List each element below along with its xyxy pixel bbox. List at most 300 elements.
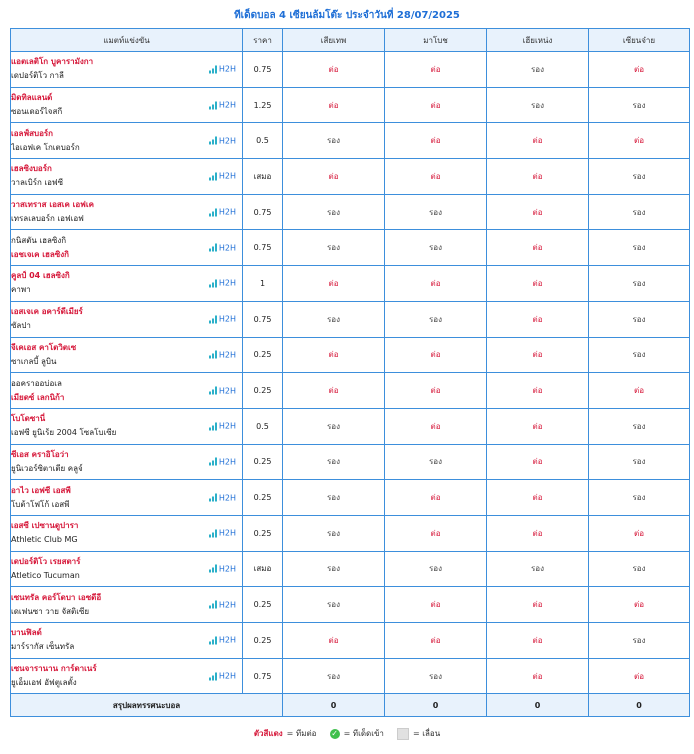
home-team: เอลฟ์สบอร์ก <box>11 128 54 138</box>
match-cell <box>11 658 243 694</box>
tip-pick: ต่อ <box>430 635 441 645</box>
odds-cell: เสมอ <box>243 551 283 587</box>
match-cell <box>11 623 243 659</box>
header-row <box>11 29 690 52</box>
home-team: เซนทรัล คอร์โดบา เอซดีอี <box>11 592 102 602</box>
legend-grey-desc: = เลื่อน <box>413 729 441 738</box>
match-cell <box>11 230 243 266</box>
odds-cell: 0.5 <box>243 123 283 159</box>
tip-cell <box>283 480 385 516</box>
tip-cell <box>283 337 385 373</box>
odds-cell: 0.75 <box>243 52 283 88</box>
tip-pick: ต่อ <box>328 386 339 396</box>
tip-pick: ต่อ <box>532 600 543 610</box>
tip-pick: ต่อ <box>532 671 543 681</box>
match-row <box>11 480 690 516</box>
tip-pick: รอง <box>632 350 646 360</box>
tip-cell <box>283 194 385 230</box>
signal-bars-icon <box>209 458 217 466</box>
signal-bars-icon <box>209 672 217 680</box>
h2h-label: H2H <box>218 350 236 360</box>
home-team: บานฟิลด์ <box>11 628 42 638</box>
tips-table <box>10 28 690 717</box>
tip-cell <box>283 266 385 302</box>
match-row <box>11 123 690 159</box>
header-odds: ราคา <box>243 29 283 52</box>
tip-pick: รอง <box>530 564 544 574</box>
h2h-link[interactable] <box>209 315 236 324</box>
tip-pick: ต่อ <box>532 207 543 217</box>
home-team: เอสซี เปซานดูปารา <box>11 521 79 531</box>
home-team: ซีเอส คราอิโอว่า <box>11 449 69 459</box>
tip-cell <box>487 266 589 302</box>
signal-bars-icon <box>209 65 217 73</box>
tip-cell <box>487 480 589 516</box>
tip-pick: รอง <box>428 564 442 574</box>
away-team: ยูนิเวอร์ซิตาเตีย คลูจ์ <box>11 463 83 473</box>
h2h-label: H2H <box>218 457 236 467</box>
match-row <box>11 444 690 480</box>
tip-pick: ต่อ <box>532 278 543 288</box>
match-cell <box>11 551 243 587</box>
match-cell <box>11 266 243 302</box>
tip-cell <box>283 52 385 88</box>
summary-label: สรุปผลทรรศนะบอล <box>11 694 283 717</box>
match-cell <box>11 480 243 516</box>
match-cell <box>11 159 243 195</box>
home-team: กนิสตัน เฮลซิงกิ <box>11 235 67 245</box>
tip-pick: รอง <box>326 207 340 217</box>
tip-pick: รอง <box>326 671 340 681</box>
tip-cell <box>589 230 690 266</box>
tip-pick: ต่อ <box>532 386 543 396</box>
tip-cell <box>589 623 690 659</box>
away-team: ซาเกลบี้ ลูบิน <box>11 356 57 366</box>
tip-pick: รอง <box>632 207 646 217</box>
tip-pick: รอง <box>326 314 340 324</box>
tip-pick: รอง <box>428 457 442 467</box>
tip-pick: รอง <box>326 600 340 610</box>
home-team: เอสเจเค อคาร์ดีเมียร์ <box>11 307 83 317</box>
tip-pick: ต่อ <box>328 635 339 645</box>
home-team: ออคราออบ่อเล <box>11 378 62 388</box>
tip-cell <box>487 301 589 337</box>
tip-pick: รอง <box>326 243 340 253</box>
check-icon: ✓ <box>331 728 338 738</box>
match-row <box>11 266 690 302</box>
header-tipster-1: เสียเทพ <box>283 29 385 52</box>
h2h-label: H2H <box>218 64 236 74</box>
away-team: เมียดซ์ เลกนิก้า <box>11 392 65 402</box>
match-cell <box>11 52 243 88</box>
legend-red-text: ตัวสีแดง <box>253 729 283 738</box>
away-team: ซัลปา <box>11 321 31 331</box>
signal-bars-icon <box>209 494 217 502</box>
signal-bars-icon <box>209 208 217 216</box>
away-team: Atletico Tucuman <box>11 570 80 580</box>
tip-cell <box>385 444 487 480</box>
tip-cell <box>487 123 589 159</box>
h2h-label: H2H <box>218 207 236 217</box>
summary-row <box>11 694 690 717</box>
tip-pick: รอง <box>632 564 646 574</box>
odds-cell: 0.25 <box>243 480 283 516</box>
tip-pick: รอง <box>632 171 646 181</box>
odds-cell: 0.25 <box>243 373 283 409</box>
tip-cell <box>385 658 487 694</box>
h2h-link[interactable] <box>209 529 236 538</box>
postponed-swatch-icon <box>397 728 409 740</box>
h2h-link[interactable] <box>209 350 236 359</box>
tip-cell <box>589 444 690 480</box>
home-team: คูลป์ 04 เฮลซิงกิ <box>11 271 70 281</box>
tip-pick: รอง <box>632 278 646 288</box>
summary-value: 0 <box>385 694 487 717</box>
tip-pick: รอง <box>428 243 442 253</box>
tip-pick: ต่อ <box>430 493 441 503</box>
tip-pick: รอง <box>632 635 646 645</box>
tip-pick: ต่อ <box>328 100 339 110</box>
h2h-link[interactable] <box>209 600 236 609</box>
tip-pick: รอง <box>632 493 646 503</box>
home-team: มิดทิลแลนด์ <box>11 93 53 103</box>
away-team: วาลเบิร์ก เอฟซี <box>11 178 64 188</box>
tip-pick: ต่อ <box>532 493 543 503</box>
signal-bars-icon <box>209 279 217 287</box>
h2h-link[interactable] <box>209 243 236 252</box>
match-cell <box>11 373 243 409</box>
signal-bars-icon <box>209 172 217 180</box>
summary-value: 0 <box>487 694 589 717</box>
tip-cell <box>385 194 487 230</box>
signal-bars-icon <box>209 315 217 323</box>
h2h-label: H2H <box>218 100 236 110</box>
signal-bars-icon <box>209 636 217 644</box>
away-team: มาร์รากัส เซ็นทรัล <box>11 642 75 652</box>
tip-cell <box>385 230 487 266</box>
tip-pick: ต่อ <box>328 64 339 74</box>
tip-cell <box>589 337 690 373</box>
tip-pick: ต่อ <box>328 278 339 288</box>
header-tipster-2: มาโบช <box>385 29 487 52</box>
h2h-label: H2H <box>218 314 236 324</box>
header-match: แมตท์แข่งขัน <box>11 29 243 52</box>
tip-pick: ต่อ <box>532 350 543 360</box>
tip-cell <box>283 230 385 266</box>
tip-pick: ต่อ <box>532 314 543 324</box>
odds-cell: 0.75 <box>243 301 283 337</box>
tip-cell <box>589 551 690 587</box>
tip-pick: ต่อ <box>532 635 543 645</box>
tip-cell <box>589 515 690 551</box>
away-team: ยูเอ็มเอฟ อัฟตูเลตั้ง <box>11 678 77 688</box>
tip-cell <box>589 408 690 444</box>
tip-cell <box>487 230 589 266</box>
tip-cell <box>589 301 690 337</box>
h2h-label: H2H <box>218 635 236 645</box>
tip-pick: ต่อ <box>532 457 543 467</box>
tip-cell <box>283 301 385 337</box>
tip-pick: รอง <box>326 528 340 538</box>
tip-pick: รอง <box>326 457 340 467</box>
tip-pick: ต่อ <box>532 136 543 146</box>
away-team: ซอนเดอร์ไจสกี <box>11 107 63 117</box>
h2h-link[interactable] <box>209 208 236 217</box>
tip-pick: ต่อ <box>532 243 543 253</box>
tip-cell <box>385 515 487 551</box>
away-team: เทรลเลบอร์ก เอฟเอฟ <box>11 214 84 224</box>
match-cell <box>11 194 243 230</box>
match-row <box>11 194 690 230</box>
h2h-link[interactable] <box>209 493 236 502</box>
tip-cell <box>487 515 589 551</box>
tip-cell <box>385 587 487 623</box>
away-team: เดปอร์ติโว กาลี <box>11 71 64 81</box>
tip-pick: ต่อ <box>634 136 644 146</box>
tip-pick: รอง <box>326 421 340 431</box>
tip-cell <box>283 587 385 623</box>
tip-cell <box>487 52 589 88</box>
tip-pick: รอง <box>530 64 544 74</box>
h2h-label: H2H <box>218 564 236 574</box>
match-row <box>11 230 690 266</box>
match-row <box>11 301 690 337</box>
away-team: Athletic Club MG <box>11 535 78 545</box>
header-tipster-4: เซียนจ๋าย <box>589 29 690 52</box>
home-team: วาสเทราส เอสเค เอฟเค <box>11 200 94 210</box>
match-row <box>11 587 690 623</box>
away-team: คาพา <box>11 285 31 295</box>
tip-pick: ต่อ <box>532 528 543 538</box>
header-tipster-3: เฮียเหน่ง <box>487 29 589 52</box>
h2h-link[interactable] <box>209 422 236 431</box>
tip-pick: ต่อ <box>634 386 644 396</box>
match-row <box>11 658 690 694</box>
tip-cell <box>283 444 385 480</box>
legend-check-desc: = ทีเด็ดเข้า <box>343 729 384 738</box>
away-team: ไอเอฟเค โกเตบอร์ก <box>11 142 80 152</box>
tip-cell <box>487 194 589 230</box>
h2h-link[interactable] <box>209 136 236 145</box>
tip-cell <box>385 52 487 88</box>
tip-pick: รอง <box>326 493 340 503</box>
tip-cell <box>487 623 589 659</box>
tip-pick: ต่อ <box>328 350 339 360</box>
h2h-label: H2H <box>218 243 236 253</box>
match-row <box>11 87 690 123</box>
tip-pick: ต่อ <box>430 171 441 181</box>
tip-pick: รอง <box>326 564 340 574</box>
h2h-link[interactable] <box>209 636 236 645</box>
tip-cell <box>487 87 589 123</box>
tip-pick: ต่อ <box>430 421 441 431</box>
tip-cell <box>589 87 690 123</box>
h2h-label: H2H <box>218 421 236 431</box>
tip-pick: ต่อ <box>430 100 441 110</box>
tip-cell <box>487 551 589 587</box>
home-team: จีเคเอส คาโตวิตเซ <box>11 342 77 352</box>
match-row <box>11 159 690 195</box>
tip-pick: รอง <box>632 314 646 324</box>
tip-cell <box>589 159 690 195</box>
tip-cell <box>589 658 690 694</box>
odds-cell: 0.75 <box>243 230 283 266</box>
tip-pick: ต่อ <box>634 528 644 538</box>
h2h-link[interactable] <box>209 65 236 74</box>
tip-pick: ต่อ <box>430 350 441 360</box>
match-cell <box>11 515 243 551</box>
h2h-link[interactable] <box>209 172 236 181</box>
tip-cell <box>283 515 385 551</box>
tip-pick: รอง <box>632 457 646 467</box>
h2h-link[interactable] <box>209 101 236 110</box>
away-team: เดเฟนซา วาย จัสติเซีย <box>11 606 90 616</box>
tip-cell <box>589 587 690 623</box>
match-cell <box>11 87 243 123</box>
match-cell <box>11 337 243 373</box>
tip-cell <box>385 301 487 337</box>
tip-cell <box>283 159 385 195</box>
tip-cell <box>385 623 487 659</box>
tip-cell <box>385 408 487 444</box>
odds-cell: 0.75 <box>243 194 283 230</box>
away-team: เอฟซี ยูนิเร้ย 2004 โซลโบเซีย <box>11 428 117 438</box>
tip-cell <box>487 658 589 694</box>
h2h-link[interactable] <box>209 457 236 466</box>
odds-cell: 0.25 <box>243 444 283 480</box>
tip-cell <box>487 373 589 409</box>
tip-cell <box>283 373 385 409</box>
odds-cell: 1.25 <box>243 87 283 123</box>
match-row <box>11 408 690 444</box>
legend <box>0 727 694 740</box>
tip-cell <box>589 123 690 159</box>
tip-pick: รอง <box>632 100 646 110</box>
match-cell <box>11 444 243 480</box>
odds-cell: 0.75 <box>243 658 283 694</box>
h2h-label: H2H <box>218 600 236 610</box>
match-row <box>11 337 690 373</box>
odds-cell: 0.5 <box>243 408 283 444</box>
match-row <box>11 623 690 659</box>
tip-pick: รอง <box>428 671 442 681</box>
home-team: เฮลซิงบอร์ก <box>11 164 52 174</box>
home-team: แอตเลติโก บูคารามังกา <box>11 57 94 67</box>
tip-cell <box>283 123 385 159</box>
summary-value: 0 <box>589 694 690 717</box>
signal-bars-icon <box>209 422 217 430</box>
tip-cell <box>385 123 487 159</box>
tip-cell <box>589 373 690 409</box>
odds-cell: เสมอ <box>243 159 283 195</box>
h2h-link[interactable] <box>209 672 236 681</box>
tip-cell <box>487 337 589 373</box>
tip-pick: ต่อ <box>430 600 441 610</box>
tip-cell <box>487 444 589 480</box>
tip-pick: ต่อ <box>634 671 644 681</box>
tip-pick: รอง <box>530 100 544 110</box>
match-cell <box>11 408 243 444</box>
tip-cell <box>589 52 690 88</box>
match-cell <box>11 123 243 159</box>
tip-pick: รอง <box>632 421 646 431</box>
tip-cell <box>487 408 589 444</box>
tip-pick: ต่อ <box>430 528 441 538</box>
tip-cell <box>283 87 385 123</box>
tip-pick: รอง <box>326 136 340 146</box>
match-cell <box>11 301 243 337</box>
tip-cell <box>385 266 487 302</box>
home-team: เดปอร์ติโว เรยสตาร์ <box>11 556 81 566</box>
tip-pick: ต่อ <box>634 600 644 610</box>
tip-cell <box>283 551 385 587</box>
odds-cell: 0.25 <box>243 337 283 373</box>
tip-cell <box>283 408 385 444</box>
tip-cell <box>487 587 589 623</box>
tip-cell <box>283 658 385 694</box>
tip-cell <box>385 373 487 409</box>
page-title: ทีเด็ดบอล 4 เซียนล้มโต๊ะ ประจำวันที่ 28/07/2025 <box>234 10 460 21</box>
tip-cell <box>487 159 589 195</box>
away-team: โบต้าโฟโก้ เอสพี <box>11 499 70 509</box>
h2h-label: H2H <box>218 528 236 538</box>
home-team: โบโดซานี่ <box>11 414 46 424</box>
signal-bars-icon <box>209 529 217 537</box>
odds-cell: 1 <box>243 266 283 302</box>
tip-pick: รอง <box>632 243 646 253</box>
tip-pick: ต่อ <box>328 171 339 181</box>
tip-cell <box>589 194 690 230</box>
h2h-label: H2H <box>218 386 236 396</box>
tip-cell <box>589 266 690 302</box>
h2h-link[interactable] <box>209 279 236 288</box>
h2h-label: H2H <box>218 136 236 146</box>
summary-value: 0 <box>283 694 385 717</box>
tip-cell <box>385 551 487 587</box>
tip-cell <box>385 159 487 195</box>
h2h-link[interactable] <box>209 386 236 395</box>
tip-cell <box>385 337 487 373</box>
signal-bars-icon <box>209 101 217 109</box>
signal-bars-icon <box>209 137 217 145</box>
match-row <box>11 515 690 551</box>
tip-pick: ต่อ <box>430 386 441 396</box>
match-row <box>11 551 690 587</box>
tip-cell <box>385 480 487 516</box>
signal-bars-icon <box>209 387 217 395</box>
tip-pick: ต่อ <box>430 64 441 74</box>
match-cell <box>11 587 243 623</box>
tip-pick: ต่อ <box>532 421 543 431</box>
tip-cell <box>385 87 487 123</box>
odds-cell: 0.25 <box>243 623 283 659</box>
legend-red-desc: = ทีมต่อ <box>286 729 317 738</box>
tip-pick: ต่อ <box>430 278 441 288</box>
h2h-label: H2H <box>218 671 236 681</box>
tip-pick: ต่อ <box>532 171 543 181</box>
tip-pick: ต่อ <box>430 136 441 146</box>
home-team: เซนจารานาน การ์ดาเนร์ <box>11 664 97 674</box>
tip-cell <box>589 480 690 516</box>
h2h-label: H2H <box>218 171 236 181</box>
signal-bars-icon <box>209 244 217 252</box>
h2h-link[interactable] <box>209 564 236 573</box>
odds-cell: 0.25 <box>243 515 283 551</box>
h2h-label: H2H <box>218 278 236 288</box>
h2h-label: H2H <box>218 493 236 503</box>
signal-bars-icon <box>209 351 217 359</box>
away-team: เอชเจเค เฮลซิงกิ <box>11 249 69 259</box>
